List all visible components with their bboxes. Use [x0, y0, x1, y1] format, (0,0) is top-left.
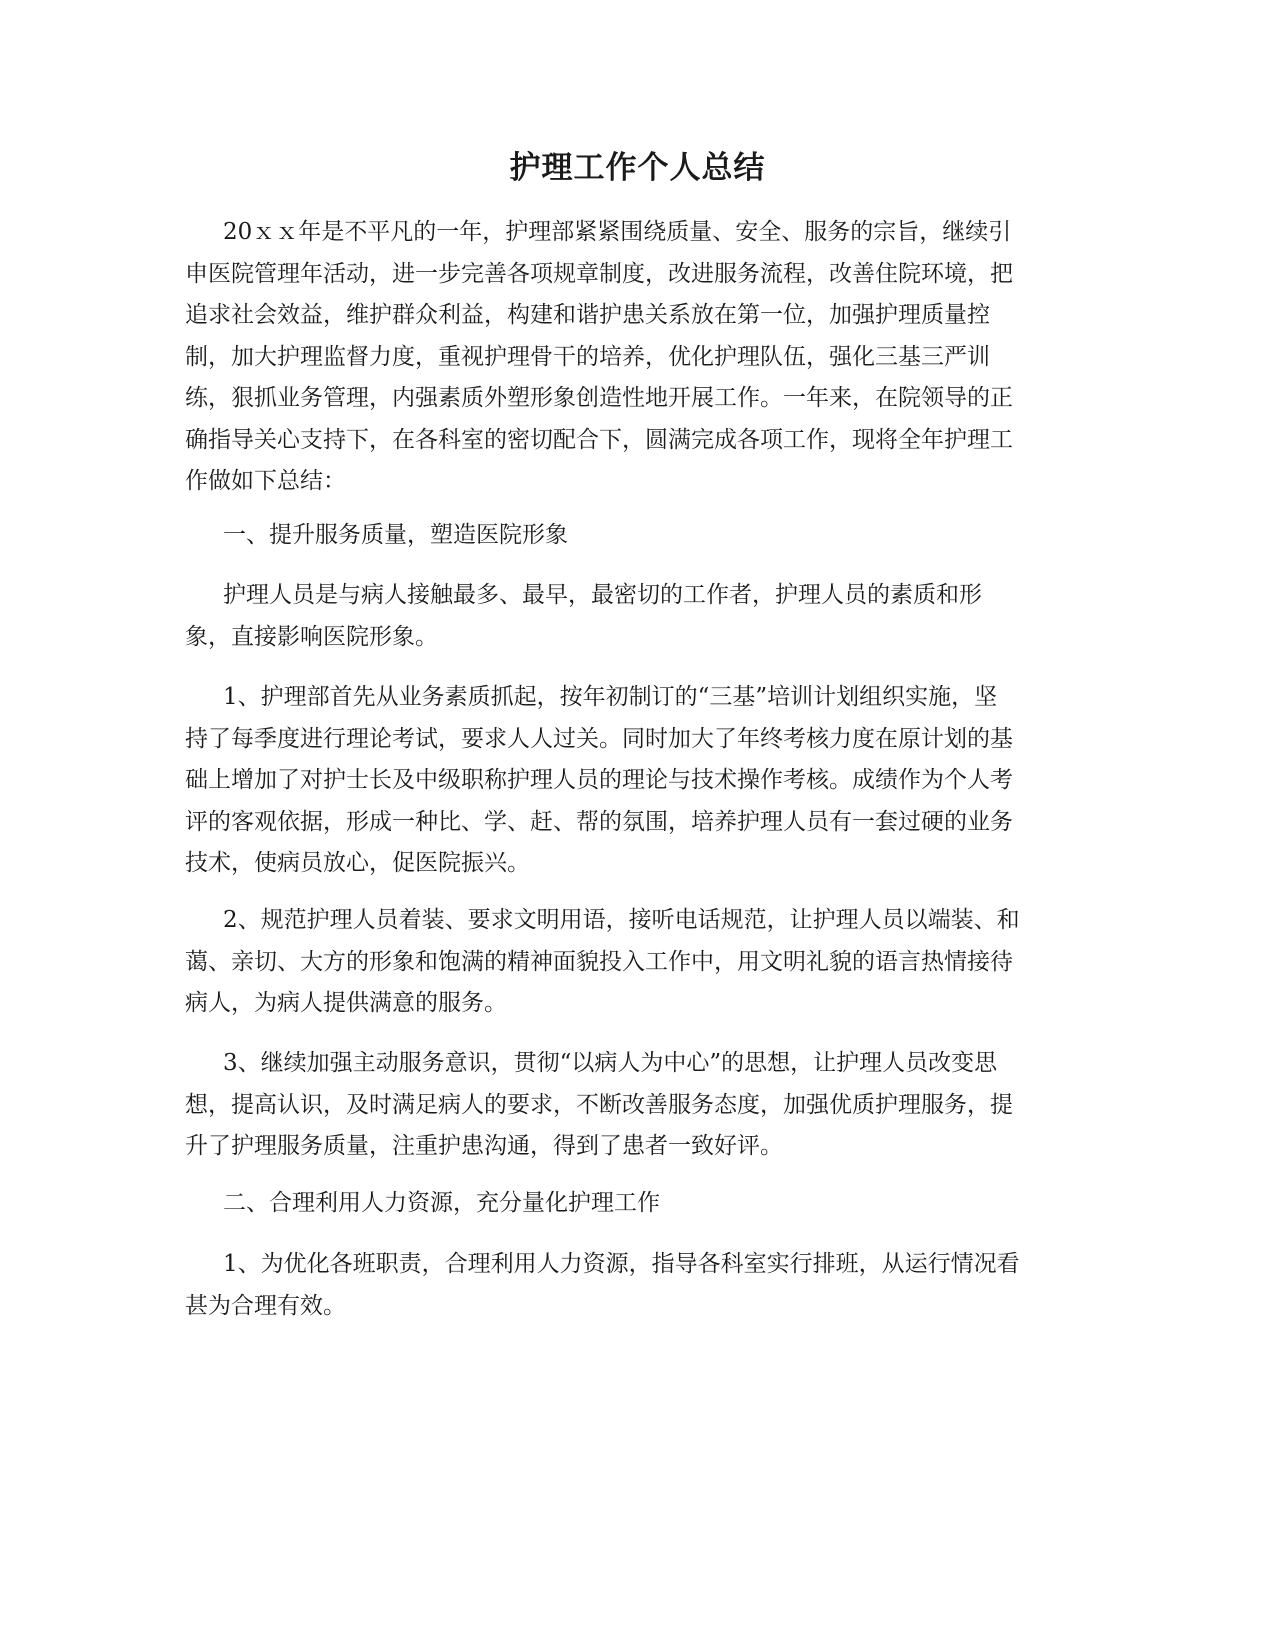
- paragraph-line: 练，狠抓业务管理，内强素质外塑形象创造性地开展工作。一年来，在院领导的正: [185, 385, 1013, 411]
- paragraph-item-1-training: [185, 677, 1085, 885]
- paragraph-line: 1、为优化各班职责，合理利用人力资源，指导各科室实行排班，从运行情况看: [223, 1251, 1020, 1277]
- paragraph-line: 申医院管理年活动，进一步完善各项规章制度，改进服务流程，改善住院环境，把: [185, 260, 1013, 287]
- paragraph-item-1-scheduling: [185, 1244, 1085, 1327]
- section-heading-one: [185, 515, 1085, 557]
- paragraph-intro: [185, 212, 1085, 503]
- paragraph-line: 甚为合理有效。: [185, 1292, 346, 1319]
- paragraph-line: 1、护理部首先从业务素质抓起，按年初制订的“三基”培训计划组织实施，坚: [223, 684, 998, 710]
- paragraph-line: 技术，使病员放心，促医院振兴。: [185, 850, 530, 876]
- section-heading-two: [185, 1183, 1085, 1225]
- paragraph-line: 升了护理服务质量，注重护患沟通，得到了患者一致好评。: [185, 1133, 783, 1159]
- paragraph-line: 作做如下总结：: [185, 468, 346, 494]
- paragraph-line: 确指导关心支持下，在各科室的密切配合下，圆满完成各项工作，现将全年护理工: [185, 426, 1013, 453]
- paragraph-line: 础上增加了对护士长及中级职称护理人员的理论与技术操作考核。成绩作为个人考: [185, 767, 1013, 793]
- paragraph-line: 护理人员是与病人接触最多、最早，最密切的工作者，护理人员的素质和形: [223, 582, 982, 608]
- paragraph-line: 持了每季度进行理论考试，要求人人过关。同时加大了年终考核力度在原计划的基: [185, 725, 1013, 752]
- paragraph-item-3-service: [185, 1043, 1085, 1168]
- paragraph-line: 象，直接影响医院形象。: [185, 623, 438, 650]
- paragraph-line: 3、继续加强主动服务意识，贯彻“以病人为中心”的思想，让护理人员改变思: [223, 1050, 998, 1076]
- paragraph-line: 蔼、亲切、大方的形象和饱满的精神面貌投入工作中，用文明礼貌的语言热情接待: [185, 948, 1013, 975]
- paragraph-line: 想，提高认识，及时满足病人的要求，不断改善服务态度，加强优质护理服务，提: [185, 1091, 1013, 1118]
- paragraph-line: 病人，为病人提供满意的服务。: [185, 990, 507, 1016]
- section-heading-text: 一、提升服务质量，塑造医院形象: [223, 522, 568, 548]
- section-heading-text: 二、合理利用人力资源，充分量化护理工作: [223, 1190, 660, 1216]
- paragraph-line: 20ｘｘ年是不平凡的一年，护理部紧紧围绕质量、安全、服务的宗旨，继续引: [223, 219, 1012, 245]
- paragraph-line: 追求社会效益，维护群众利益，构建和谐护患关系放在第一位，加强护理质量控: [185, 302, 990, 328]
- document-title: 护理工作个人总结: [509, 150, 766, 186]
- paragraph-line: 2、规范护理人员着装、要求文明用语，接听电话规范，让护理人员以端装、和: [223, 907, 1020, 933]
- paragraph-item-2-dress: [185, 900, 1085, 1025]
- paragraph-line: 评的客观依据，形成一种比、学、赶、帮的氛围，培养护理人员有一套过硬的业务: [185, 808, 1013, 835]
- paragraph-nurse-image: [185, 575, 1085, 658]
- paragraph-line: 制，加大护理监督力度，重视护理骨干的培养，优化护理队伍，强化三基三严训: [185, 343, 990, 370]
